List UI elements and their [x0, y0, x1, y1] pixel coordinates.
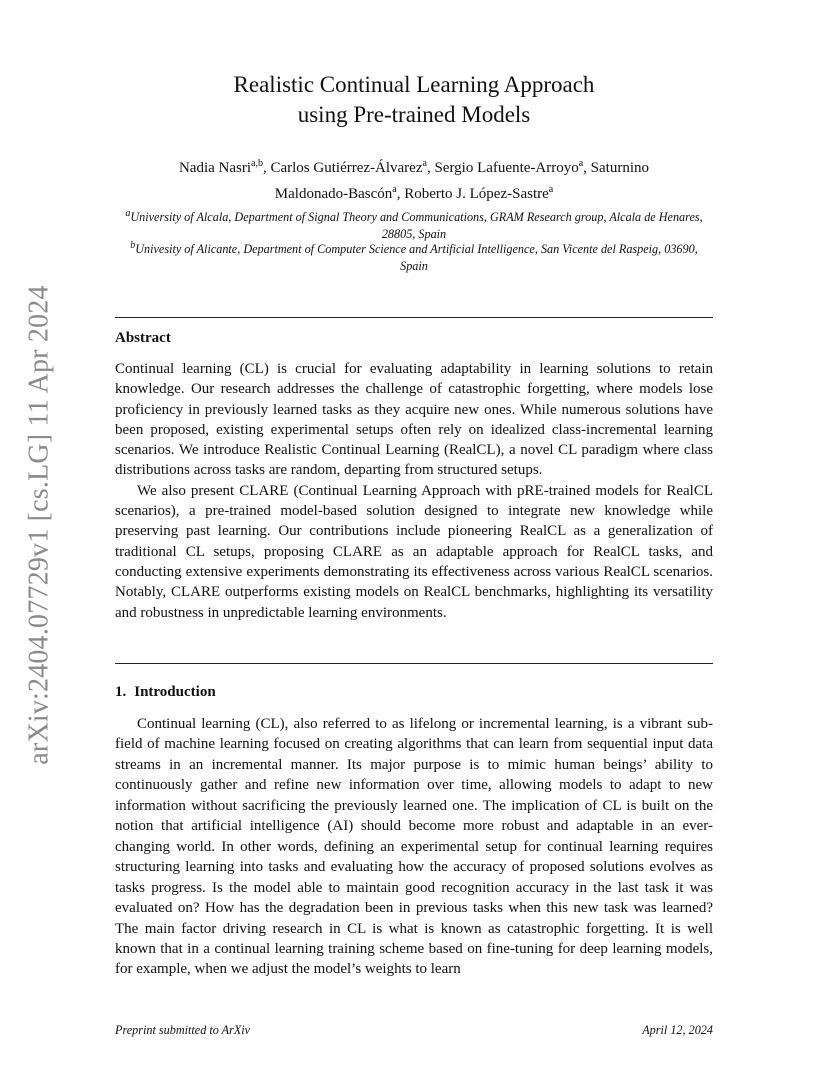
- abstract-body: [115, 359, 713, 623]
- abstract-paragraph: We also present CLARE (Continual Learning Approach with pRE-trained models for RealCL scenarios), a pre-trained model-based solution designed to integrate new knowledge while preserving past learning. Our contributions include pioneering RealCL as a generalization of traditional CL setups, proposing CLARE as an adaptable approach for RealCL tasks, and conducting extensive experiments demonstrating its effectiveness across various RealCL scenarios. Notably, CLARE outperforms existing models on RealCL benchmarks, highlighting its versatility and robustness in unpredictable learning environments.: [115, 482, 713, 621]
- abstract-top-rule: [115, 317, 713, 318]
- footer-date: April 12, 2024: [642, 1023, 713, 1037]
- title-line-2: using Pre-trained Models: [297, 102, 531, 127]
- abstract-heading: Abstract: [115, 330, 171, 346]
- author-list: [115, 153, 713, 205]
- author-affil-mark: a,b: [251, 158, 263, 169]
- author-sep: ,: [396, 186, 405, 202]
- affiliation-mark: a: [125, 208, 131, 219]
- author-affil-mark: a: [548, 184, 554, 195]
- author-name: Saturnino: [590, 160, 650, 176]
- paper-title: [115, 70, 713, 130]
- abstract-bottom-rule: [115, 663, 713, 664]
- author-name: Nadia Nasri: [178, 160, 252, 176]
- author-affil-mark: a: [578, 158, 584, 169]
- author-name: Maldonado-Bascón: [274, 186, 393, 202]
- affiliation-b: [115, 238, 713, 274]
- authors-line-2: [115, 179, 713, 205]
- author-name: Sergio Lafuente-Arroyo: [434, 160, 579, 176]
- introduction-paragraph: Continual learning (CL), also referred to as lifelong or incremental learning, is a vibrant sub-field of machine learning focused on creating algorithms that can learn from sequential input data streams in an incremental manner. Its major purpose is to mimic human beings’ ability to continuously gather and refine new information over time, allowing models to adapt to new information without sacrificing the previously learned one. The implication of CL is built on the notion that artificial intelligence (AI) should become more robust and adaptable in an ever-changing world. In other words, defining an experimental setup for continual learning requires structuring learning into tasks and evaluating how the accuracy of proposed solutions evolves as tasks progress. Is the model able to maintain good recognition accuracy in the last task it was evaluated on? How has the degradation been in previous tasks when this new task was learned? The main factor driving research in CL is what is known as catastrophic forgetting. It is well known that in a continual learning training scheme based on fine-tuning for deep learning models, for example, when we adjust the model’s weights to learn: [115, 716, 713, 978]
- section-title: Introduction: [134, 684, 216, 700]
- introduction-body: [115, 714, 713, 980]
- title-line-1: Realistic Continual Learning Approach: [233, 72, 595, 97]
- footer-preprint-note: Preprint submitted to ArXiv: [115, 1023, 251, 1037]
- abstract-paragraph: Continual learning (CL) is crucial for evaluating adaptability in learning solutions to retain knowledge. Our research addresses the challenge of catastrophic forgetting, where models lose proficiency in previously learned tasks as they acquire new ones. While numerous solutions have been proposed, existing experimental setups often rely on idealized class-incremental learning scenarios. We introduce Realistic Continual Learning (RealCL), a novel CL paradigm where class distributions across tasks are random, departing from structured setups.: [115, 361, 713, 479]
- affiliation-text: Univesity of Alicante, Department of Computer Science and Artificial Intelligence, San Vicente del Raspeig, 03690, Spain: [135, 242, 698, 273]
- author-name: Carlos Gutiérrez-Álvarez: [270, 160, 423, 176]
- author-affil-mark: a: [392, 184, 397, 195]
- author-affil-mark: a: [422, 158, 427, 169]
- author-sep: ,: [262, 160, 271, 176]
- affiliation-a: [115, 206, 713, 242]
- section-number: 1.: [115, 684, 127, 700]
- section-heading: [115, 684, 216, 701]
- affiliation-mark: b: [130, 240, 136, 251]
- authors-line-1: [115, 153, 713, 179]
- page-footer: [115, 1023, 713, 1038]
- arxiv-id-text: arXiv:2404.07729v1 [cs.LG] 11 Apr 2024: [24, 285, 56, 765]
- author-name: Roberto J. López-Sastre: [404, 186, 549, 202]
- arxiv-identifier: [18, 285, 62, 765]
- author-sep: ,: [583, 160, 591, 176]
- affiliation-text: University of Alcala, Department of Signal Theory and Communications, GRAM Research group, Alcala de Henares, 28805, Spain: [130, 210, 703, 241]
- author-sep: ,: [426, 160, 435, 176]
